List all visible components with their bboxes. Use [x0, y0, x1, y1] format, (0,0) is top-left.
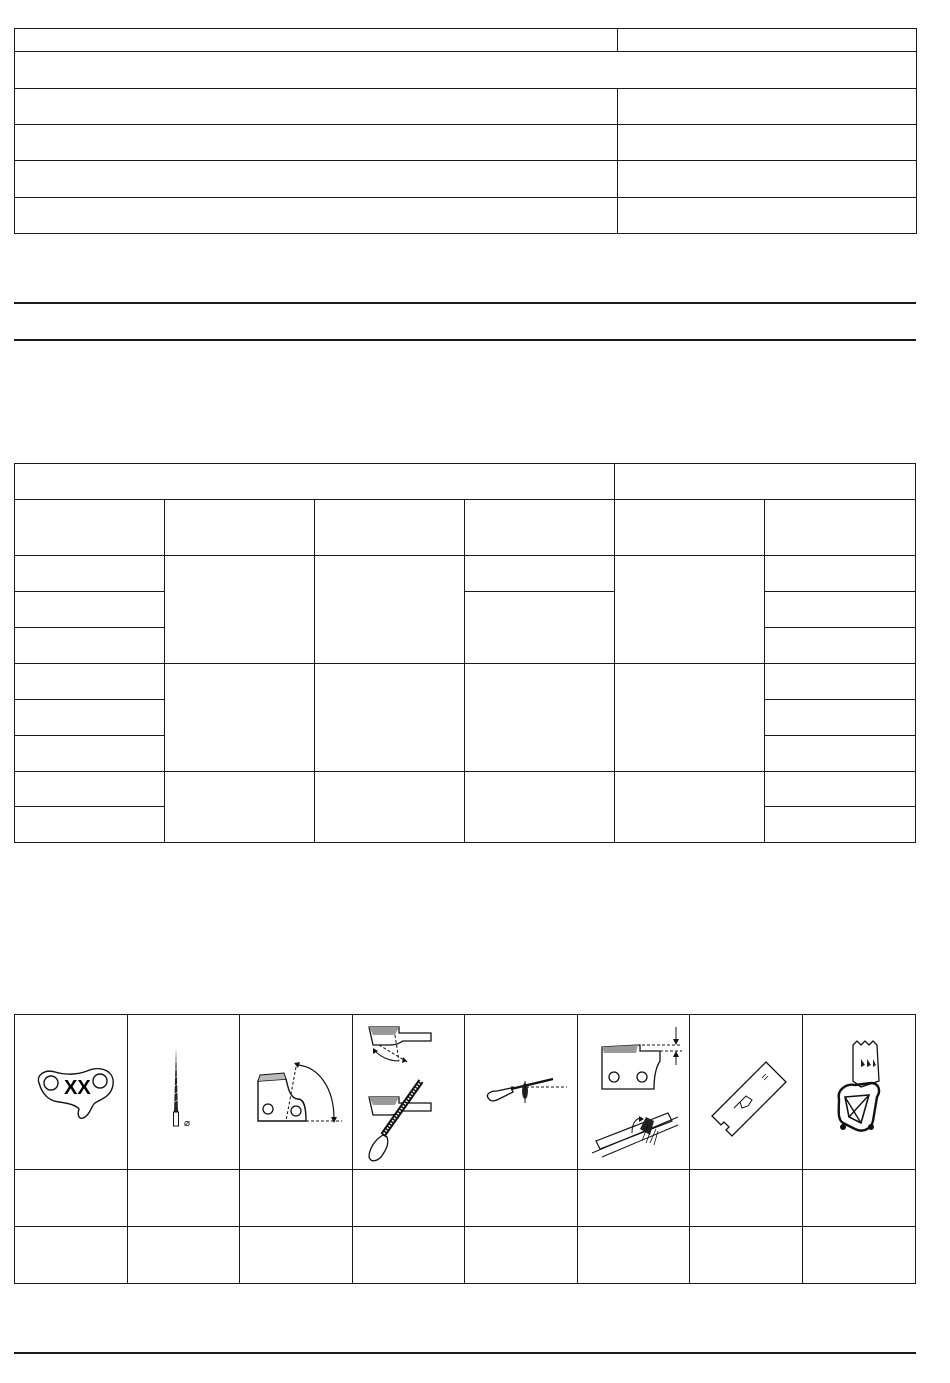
tool-cell — [240, 1227, 353, 1284]
chain-column-header — [765, 500, 916, 556]
tool-icon-cell — [803, 1015, 916, 1170]
chain-cell — [15, 700, 165, 736]
tool-cell — [240, 1170, 353, 1227]
spec-row-label — [15, 198, 618, 234]
chain-cell — [765, 807, 916, 843]
chain-cell — [615, 664, 765, 772]
chain-cell — [315, 772, 465, 843]
chain-cell — [765, 592, 916, 628]
chain-column-header — [165, 500, 315, 556]
heading-bottom-rule — [14, 339, 916, 341]
tool-cell — [128, 1170, 240, 1227]
cutter-filing-angle-icon — [246, 1047, 346, 1137]
file-gauge-icon — [809, 1037, 909, 1147]
chain-group-header — [15, 464, 615, 500]
depth-gauge-marking-icon — [21, 1047, 121, 1137]
spec-row-label — [15, 161, 618, 198]
spec-row-label — [15, 125, 618, 161]
chain-cell — [765, 736, 916, 772]
tool-cell — [690, 1227, 803, 1284]
chain-column-header — [615, 500, 765, 556]
spec-section-row — [15, 52, 917, 89]
file-holder-angle-icon — [359, 1017, 459, 1167]
spec-row-value — [618, 198, 917, 234]
depth-gauge-tool-icon — [696, 1042, 796, 1142]
marking-text: XX — [64, 1077, 91, 1099]
tool-cell — [690, 1170, 803, 1227]
tool-cell — [578, 1227, 690, 1284]
chain-cell — [15, 592, 165, 628]
tool-cell — [353, 1170, 465, 1227]
tool-cell — [803, 1170, 916, 1227]
chain-cell — [315, 556, 465, 664]
footer-rule — [14, 1352, 916, 1354]
chain-cell — [765, 556, 916, 592]
chain-cell — [15, 772, 165, 807]
chain-group-header — [615, 464, 916, 500]
tool-table — [14, 1014, 916, 1284]
spec-row-value — [618, 29, 917, 52]
chain-cell — [615, 556, 765, 664]
tool-icon-cell — [578, 1015, 690, 1170]
chain-cell — [315, 664, 465, 772]
tool-icon-cell — [353, 1015, 465, 1170]
chain-cell — [165, 772, 315, 843]
spec-row-value — [618, 161, 917, 198]
chain-cell — [765, 772, 916, 807]
chain-cell — [465, 664, 615, 772]
chain-cell — [765, 700, 916, 736]
tool-icon-cell — [690, 1015, 803, 1170]
chain-cell — [765, 664, 916, 700]
tool-icon-cell — [128, 1015, 240, 1170]
tool-cell — [465, 1227, 578, 1284]
spec-table — [14, 28, 917, 234]
tool-icon-cell — [240, 1015, 353, 1170]
tool-cell — [353, 1227, 465, 1284]
chain-cell — [465, 772, 615, 843]
tool-cell — [803, 1227, 916, 1284]
chain-cell — [465, 556, 615, 592]
spec-row-label — [15, 29, 618, 52]
spec-row-label — [15, 89, 618, 125]
chain-cell — [615, 772, 765, 843]
tool-cell — [15, 1170, 128, 1227]
tool-cell — [465, 1170, 578, 1227]
spec-row-value — [618, 125, 917, 161]
tool-cell — [578, 1170, 690, 1227]
round-file-icon — [154, 1042, 214, 1142]
tool-cell — [128, 1227, 240, 1284]
file-handle-icon — [471, 1047, 571, 1137]
chain-cell — [15, 664, 165, 700]
chain-table — [14, 463, 916, 843]
tool-icon-cell — [15, 1015, 128, 1170]
chain-cell — [15, 807, 165, 843]
tool-cell — [15, 1227, 128, 1284]
diameter-symbol: ⌀ — [183, 1118, 190, 1129]
depth-gauge-setting-icon — [582, 1017, 686, 1167]
chain-cell — [165, 664, 315, 772]
chain-cell — [15, 556, 165, 592]
chain-cell — [465, 592, 615, 664]
tool-icon-cell — [465, 1015, 578, 1170]
chain-cell — [15, 628, 165, 664]
chain-column-header — [465, 500, 615, 556]
chain-column-header — [315, 500, 465, 556]
chain-cell — [165, 556, 315, 664]
spec-row-value — [618, 89, 917, 125]
section-heading — [14, 304, 916, 339]
chain-cell — [15, 736, 165, 772]
chain-column-header — [15, 500, 165, 556]
chain-cell — [765, 628, 916, 664]
